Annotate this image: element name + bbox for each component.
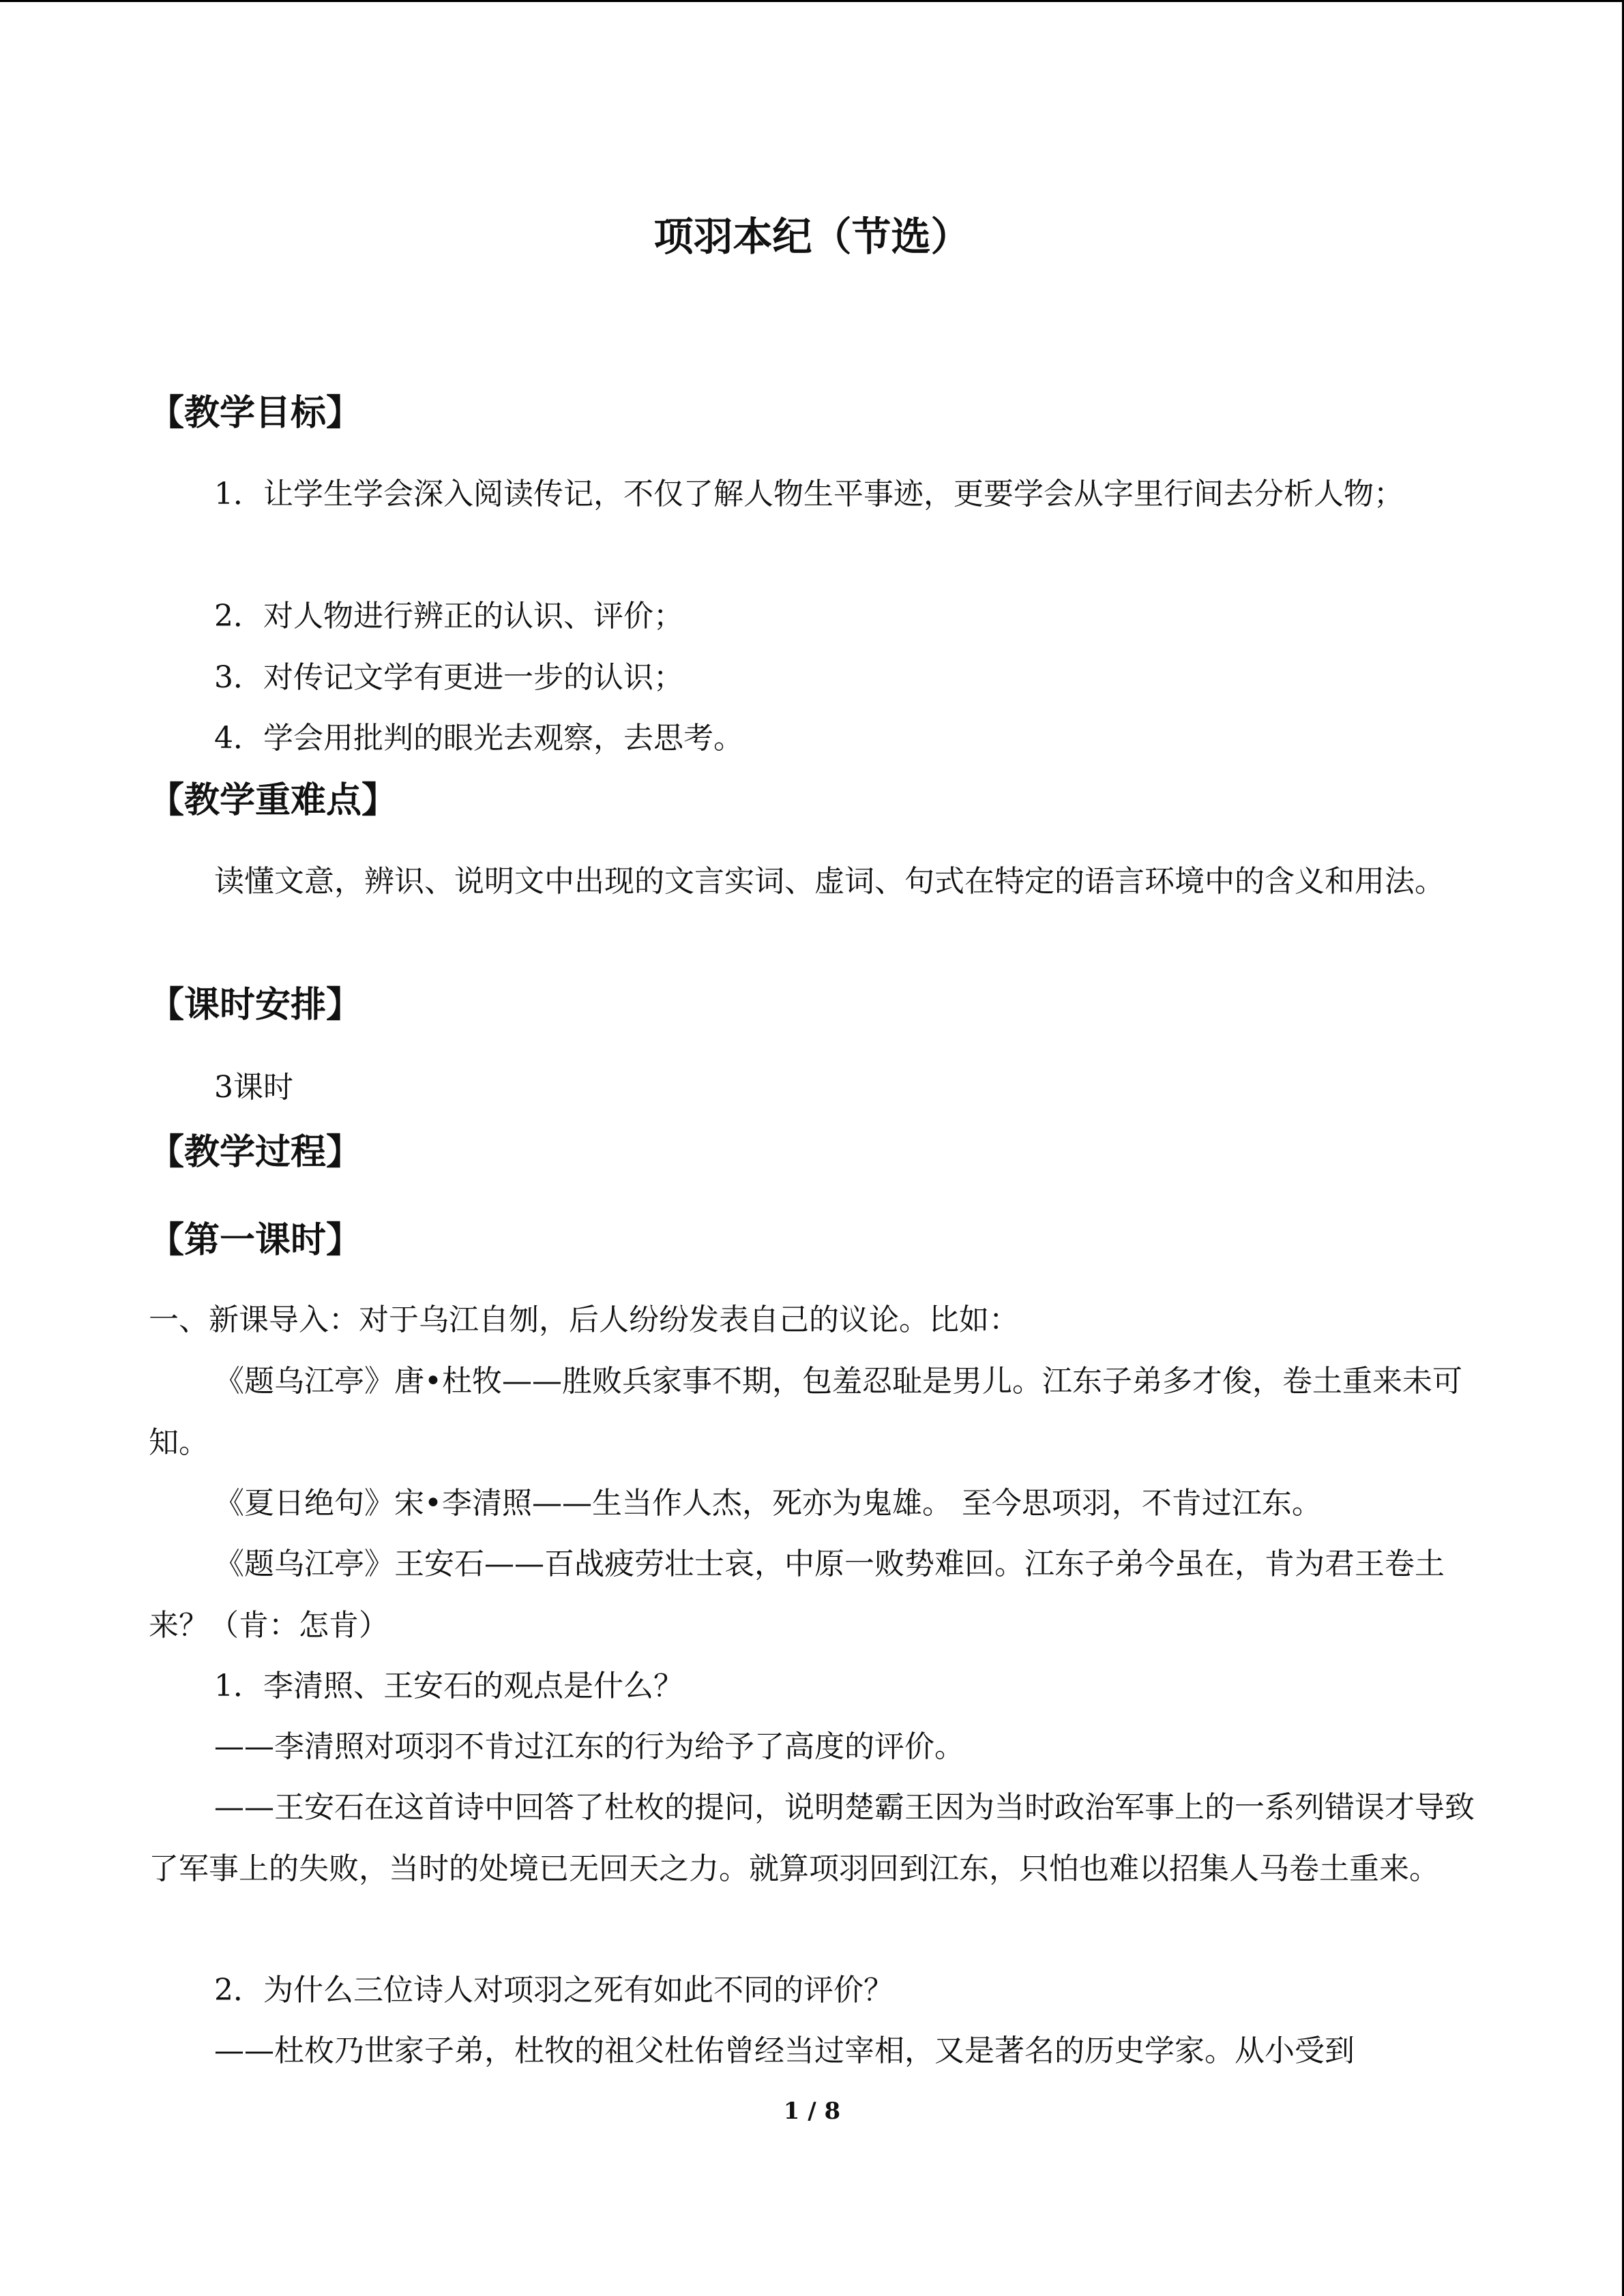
answer-1-wang: ——王安石在这首诗中回答了杜枚的提问，说明楚霸王因为当时政治军事上的一系列错误才导致了军事上的失败，当时的处境已无回天之力。就算项羽回到江东，只怕也难以招集人马卷土重来。 bbox=[149, 1790, 1475, 1886]
lesson-intro: 一、新课导入：对于乌江自刎，后人纷纷发表自己的议论。比如： bbox=[149, 1302, 1019, 1337]
question-2: 2．为什么三位诗人对项羽之死有如此不同的评价？ bbox=[214, 1973, 894, 2008]
poem-wang-anshi: 《题乌江亭》王安石——百战疲劳壮士哀，中原一败势难回。江东子弟今虽在，肯为君王卷土来？（肯：怎肯） bbox=[149, 1547, 1445, 1643]
answer-2-du: ——杜枚乃世家子弟，杜牧的祖父杜佑曾经当过宰相，又是著名的历史学家。从小受到 bbox=[214, 2033, 1355, 2068]
poem-li-qingzhao: 《夏日绝句》宋•李清照——生当作人杰，死亦为鬼雄。 至今思项羽，不肯过江东。 bbox=[214, 1486, 1322, 1521]
goal-item-2: 2．对人物进行辨正的认识、评价； bbox=[214, 599, 683, 633]
heading-schedule: 【课时安排】 bbox=[149, 985, 362, 1026]
key-points-text: 读懂文意，辨识、说明文中出现的文言实词、虚词、句式在特定的语言环境中的含义和用法。 bbox=[214, 864, 1445, 899]
heading-key-points: 【教学重难点】 bbox=[149, 780, 398, 821]
answer-1-li: ——李清照对项羽不肯过江东的行为给予了高度的评价。 bbox=[214, 1729, 964, 1764]
page-top-border bbox=[0, 0, 1624, 2]
goal-item-4: 4．学会用批判的眼光去观察，去思考。 bbox=[214, 721, 743, 756]
page-number: 1 / 8 bbox=[783, 2098, 841, 2125]
heading-lesson-one: 【第一课时】 bbox=[149, 1220, 362, 1261]
schedule-text: 3课时 bbox=[214, 1070, 293, 1105]
question-1: 1．李清照、王安石的观点是什么？ bbox=[214, 1669, 683, 1703]
heading-teaching-goals: 【教学目标】 bbox=[149, 393, 362, 434]
poem-du-mu: 《题乌江亭》唐•杜牧——胜败兵家事不期，包羞忍耻是男儿。江东子弟多才俊，卷土重来未可知。 bbox=[149, 1364, 1462, 1460]
document-title: 项羽本纪（节选） bbox=[653, 213, 971, 260]
heading-teaching-process: 【教学过程】 bbox=[149, 1132, 362, 1173]
goal-item-1: 1．让学生学会深入阅读传记，不仅了解人物生平事迹，更要学会从字里行间去分析人物； bbox=[214, 477, 1404, 511]
goal-item-3: 3．对传记文学有更进一步的认识； bbox=[214, 660, 683, 695]
